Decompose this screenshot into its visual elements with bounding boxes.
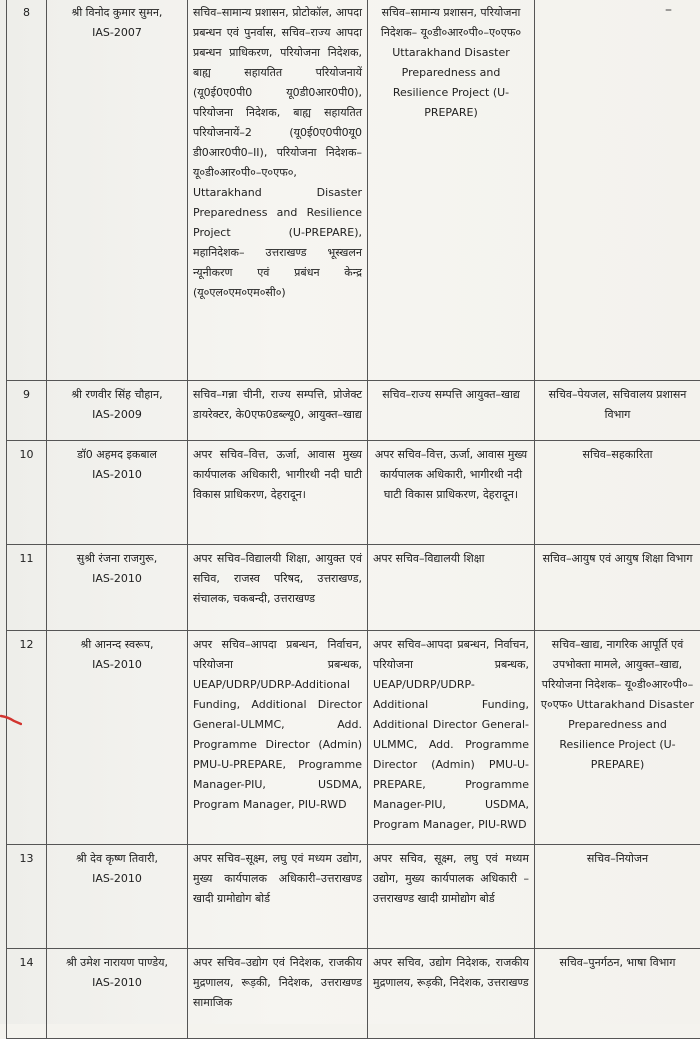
officer-name: सुश्री रंजना राजगुरू, — [77, 552, 157, 565]
new-posting: सचिव–नियोजन — [535, 845, 700, 949]
officer-service: IAS-2010 — [52, 973, 182, 993]
transfer-table — [6, 0, 700, 1039]
red-ink-mark — [0, 712, 22, 726]
officer-service: IAS-2010 — [52, 655, 182, 675]
officer-name-cell — [47, 845, 188, 949]
margin-dash-mark: – — [665, 2, 672, 18]
officer-name-cell — [47, 545, 188, 631]
new-posting: सचिव–आयुष एवं आयुष शिक्षा विभाग — [535, 545, 700, 631]
new-posting: सचिव–पुनर्गठन, भाषा विभाग — [535, 949, 700, 1039]
table-row — [7, 949, 700, 1039]
current-posting: अपर सचिव–वित्त, ऊर्जा, आवास मुख्य कार्यपालक अधिकारी, भागीरथी नदी घाटी विकास प्राधिकरण, देहरादून। — [188, 441, 368, 545]
officer-name: श्री रणवीर सिंह चौहान, — [71, 388, 162, 401]
serial-number: 13 — [7, 845, 47, 949]
current-posting: अपर सचिव–आपदा प्रबन्धन, निर्वाचन, परियोजना प्रबन्धक, UEAP/UDRP/UDRP-Additional Funding, Additional Director General-ULMMC, Add. Programme Director (Admin) PMU-U-PREPARE, Programme Manager-PIU, USDMA, Program Manager, PIU-RWD — [188, 631, 368, 845]
new-posting: सचिव–सहकारिता — [535, 441, 700, 545]
current-posting: सचिव–सामान्य प्रशासन, प्रोटोकॉल, आपदा प्रबन्धन एवं पुनर्वास, सचिव–राज्य आपदा प्रबन्धन प्राधिकरण, परियोजना निदेशक, बाह्य सहायतित परियोजनायें (यू0ई0ए0पी0 यू0डी0आर0पी0), परियोजना निदेशक, बाह्य सहायतित परियोजनायें–2 (यू0ई0ए0पी0यू0 डी0आर0पी0–II), परियोजना निदेशक– यू०डी०आर०पी०–ए०एफ०, Uttarakhand Disaster Preparedness and Resilience Project (U-PREPARE), महानिदेशक– उत्तराखण्ड भूस्खलन न्यूनीकरण एवं प्रबंधन केन्द्र (यू०एल०एम०एम०सी०) — [188, 0, 368, 381]
officer-name: श्री देव कृष्ण तिवारी, — [76, 852, 158, 865]
officer-service: IAS-2010 — [52, 869, 182, 889]
retained-posting: अपर सचिव–वित्त, ऊर्जा, आवास मुख्य कार्यपालक अधिकारी, भागीरथी नदी घाटी विकास प्राधिकरण, देहरादून। — [368, 441, 535, 545]
current-posting: अपर सचिव–सूक्ष्म, लघु एवं मध्यम उद्योग, मुख्य कार्यपालक अधिकारी–उत्तराखण्ड खादी ग्रामोद्योग बोर्ड — [188, 845, 368, 949]
officer-name: श्री आनन्द स्वरूप, — [81, 638, 154, 651]
serial-number: 11 — [7, 545, 47, 631]
officer-name-cell — [47, 631, 188, 845]
table-row — [7, 441, 700, 545]
officer-name: श्री उमेश नारायण पाण्डेय, — [66, 956, 168, 969]
retained-posting: अपर सचिव–आपदा प्रबन्धन, निर्वाचन, परियोजना प्रबन्धक, UEAP/UDRP/UDRP-Additional Funding, Additional Director General-ULMMC, Add. Programme Director (Admin) PMU-U-PREPARE, Programme Manager-PIU, USDMA, Program Manager, PIU-RWD — [368, 631, 535, 845]
table-row — [7, 845, 700, 949]
officer-service: IAS-2007 — [52, 23, 182, 43]
officer-name-cell — [47, 0, 188, 381]
new-posting: सचिव–खाद्य, नागरिक आपूर्ति एवं उपभोक्ता मामले, आयुक्त–खाद्य, परियोजना निदेशक– यू०डी०आर०पी०–ए०एफ० Uttarakhand Disaster Preparedness and Resilience Project (U-PREPARE) — [535, 631, 700, 845]
retained-posting: अपर सचिव, उद्योग निदेशक, राजकीय मुद्रणालय, रूड़की, निदेशक, उत्तराखण्ड — [368, 949, 535, 1039]
serial-number: 12 — [7, 631, 47, 845]
table-row — [7, 381, 700, 441]
new-posting: सचिव–पेयजल, सचिवालय प्रशासन विभाग — [535, 381, 700, 441]
officer-name-cell — [47, 441, 188, 545]
officer-name: डॉ0 अहमद इकबाल — [77, 448, 157, 461]
retained-posting: अपर सचिव–विद्यालयी शिक्षा — [368, 545, 535, 631]
serial-number: 8 — [7, 0, 47, 381]
retained-posting: सचिव–राज्य सम्पत्ति आयुक्त–खाद्य — [368, 381, 535, 441]
table-row — [7, 0, 700, 381]
current-posting: अपर सचिव–विद्यालयी शिक्षा, आयुक्त एवं सचिव, राजस्व परिषद, उत्तराखण्ड, संचालक, चकबन्दी, उत्तराखण्ड — [188, 545, 368, 631]
serial-number: 9 — [7, 381, 47, 441]
retained-posting: सचिव–सामान्य प्रशासन, परियोजना निदेशक– यू०डी०आर०पी०–ए०एफ० Uttarakhand Disaster Preparedness and Resilience Project (U-PREPARE) — [368, 0, 535, 381]
officer-name-cell — [47, 949, 188, 1039]
serial-number: 10 — [7, 441, 47, 545]
current-posting: सचिव–गन्ना चीनी, राज्य सम्पत्ति, प्रोजेक्ट डायरेक्टर, के0एफ0डब्ल्यू0, आयुक्त–खाद्य — [188, 381, 368, 441]
officer-name: श्री विनोद कुमार सुमन, — [72, 6, 163, 19]
officer-service: IAS-2009 — [52, 405, 182, 425]
current-posting: अपर सचिव–उद्योग एवं निदेशक, राजकीय मुद्रणालय, रूड़की, निदेशक, उत्तराखण्ड सामाजिक — [188, 949, 368, 1039]
officer-service: IAS-2010 — [52, 569, 182, 589]
retained-posting: अपर सचिव, सूक्ष्म, लघु एवं मध्यम उद्योग, मुख्य कार्यपालक अधिकारी –उत्तराखण्ड खादी ग्रामोद्योग बोर्ड — [368, 845, 535, 949]
new-posting — [535, 0, 700, 381]
serial-number: 14 — [7, 949, 47, 1039]
officer-service: IAS-2010 — [52, 465, 182, 485]
table-row — [7, 545, 700, 631]
officer-name-cell — [47, 381, 188, 441]
table-row — [7, 631, 700, 845]
